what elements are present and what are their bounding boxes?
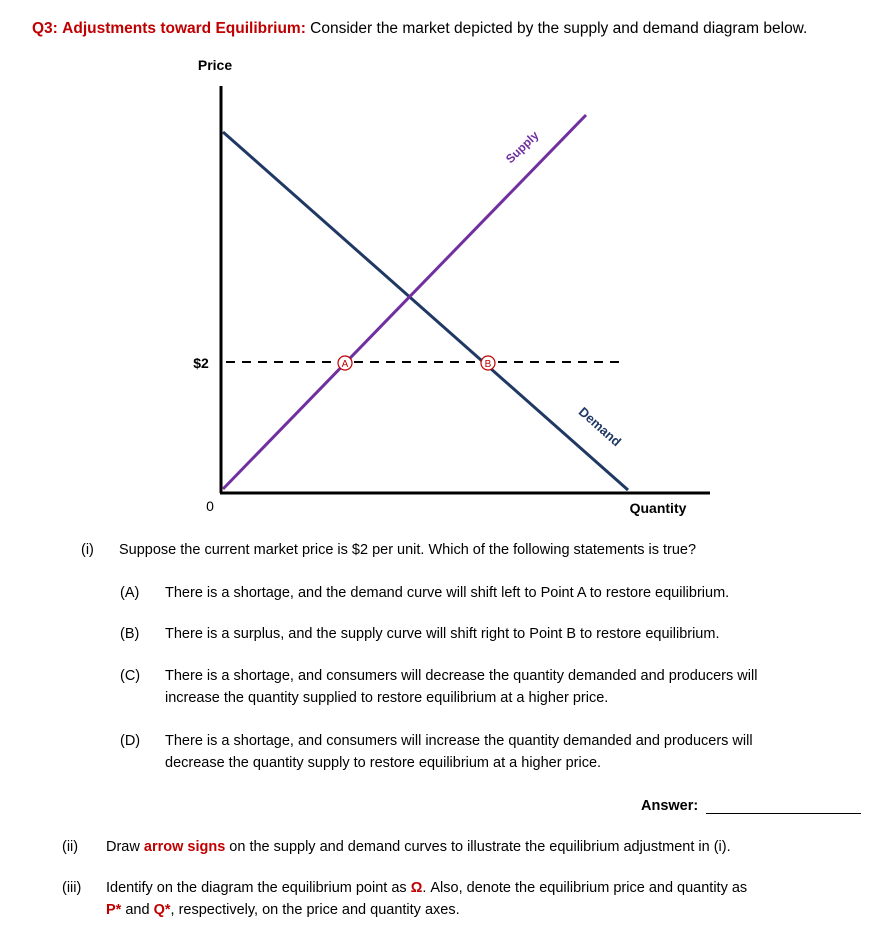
option-c-line2: increase the quantity supplied to restore equilibrium at a higher price.	[165, 690, 609, 706]
option-d-line1: There is a shortage, and consumers will increase the quantity demanded and producers will	[165, 733, 753, 749]
part-iii-line1-pre: Identify on the diagram the equilibrium point as	[106, 880, 407, 896]
option-a-label: (A)	[120, 585, 140, 601]
part-ii-highlight: arrow signs	[143, 839, 226, 855]
price-tick-label: $2	[193, 355, 209, 371]
x-axis-label: Quantity	[629, 500, 687, 516]
option-c-label: (C)	[120, 668, 141, 684]
answer-blank[interactable]	[706, 797, 861, 814]
part-iii-number: (iii)	[62, 880, 82, 896]
p-star: P*	[106, 902, 122, 918]
option-c-line1: There is a shortage, and consumers will decrease the quantity demanded and producers will	[165, 668, 758, 684]
origin-label: 0	[206, 498, 214, 514]
supply-label: Supply	[502, 128, 542, 167]
part-i-number: (i)	[81, 542, 94, 558]
option-b-text: There is a surplus, and the supply curve will shift right to Point B to restore equilibrium.	[165, 626, 720, 642]
q-star: Q*	[153, 902, 171, 918]
demand-label: Demand	[575, 404, 625, 450]
answer-label: Answer:	[641, 798, 699, 814]
point-b-marker	[481, 356, 495, 370]
part-iii-line2	[106, 899, 460, 921]
option-b-label: (B)	[120, 626, 140, 642]
option-d-label: (D)	[120, 733, 141, 749]
question-number: Q3:	[32, 20, 58, 37]
part-ii-post: on the supply and demand curves to illustrate the equilibrium adjustment in (i).	[229, 839, 731, 855]
option-a-text: There is a shortage, and the demand curve will shift left to Point A to restore equilibrium.	[165, 585, 730, 601]
demand-curve	[223, 132, 628, 490]
point-b-label: B	[484, 359, 492, 370]
part-iii-line1-post: . Also, denote the equilibrium price and quantity as	[422, 880, 748, 896]
y-axis-label: Price	[197, 57, 233, 73]
supply-curve	[223, 115, 586, 489]
part-iii-line2-post: , respectively, on the price and quantity axes.	[170, 902, 460, 918]
option-d-line2: decrease the quantity supply to restore equilibrium at a higher price.	[165, 755, 602, 771]
question-topic: Adjustments toward Equilibrium:	[62, 20, 306, 37]
point-a-label: A	[341, 359, 349, 370]
part-ii-number: (ii)	[62, 839, 79, 855]
omega-symbol: Ω	[410, 880, 423, 896]
part-iii-line1	[106, 877, 747, 899]
question-intro: Consider the market depicted by the supply and demand diagram below.	[310, 20, 808, 37]
point-a-marker	[338, 356, 352, 370]
part-ii-pre: Draw	[106, 839, 140, 855]
part-ii-text	[106, 836, 731, 858]
part-i-question: Suppose the current market price is $2 per unit. Which of the following statements is true?	[119, 542, 697, 558]
part-iii-and: and	[125, 902, 150, 918]
